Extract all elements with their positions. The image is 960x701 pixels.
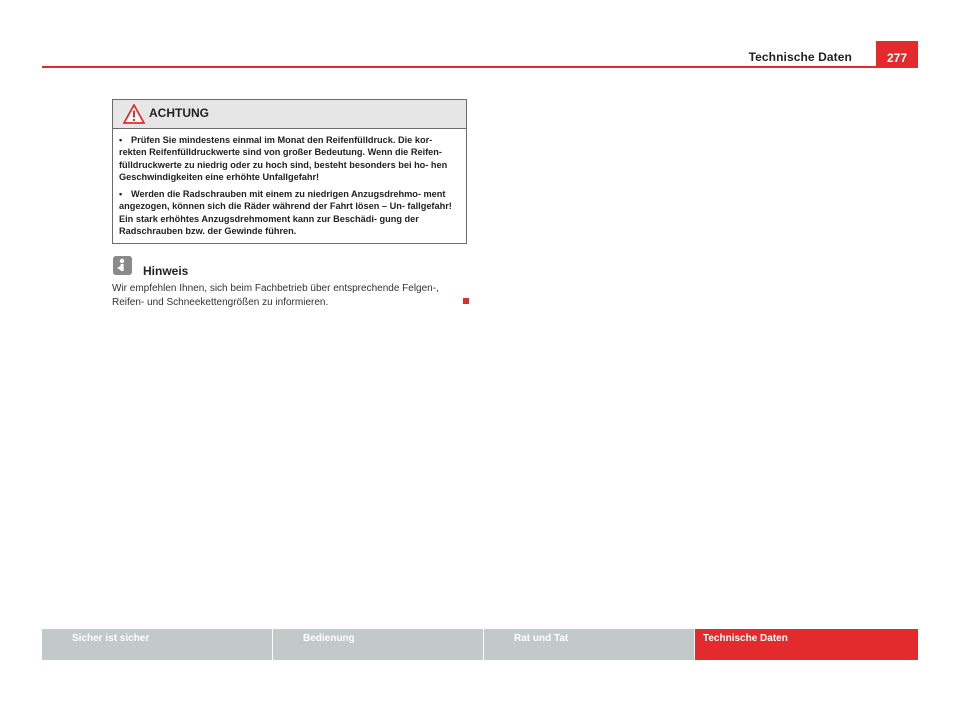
note-text: Wir empfehlen Ihnen, sich beim Fachbetrieb über entsprechende Felgen-, Reifen- und Schneekettengrößen zu informieren.	[112, 283, 439, 308]
footer-tab-rat-und-tat[interactable]: Rat und Tat	[484, 629, 694, 660]
header-rule	[42, 66, 918, 68]
warning-item-text: Prüfen Sie mindestens einmal im Monat den Reifenfülldruck. Die kor- rekten Reifenfülldruckwerte sind von großer Bedeutung. Wenn die Reifen- fülldruckwerte zu niedrig oder zu hoch sind, besteht besonders bei ho- hen Geschwindigkeiten eine erhöhte Unfallgefahr!	[119, 135, 448, 182]
warning-header	[113, 100, 466, 129]
warning-title: ACHTUNG	[149, 106, 209, 120]
bullet: •	[119, 189, 123, 200]
warning-item	[119, 188, 460, 237]
warning-body	[113, 129, 466, 237]
section-title: Technische Daten	[748, 50, 852, 64]
footer-nav	[42, 629, 918, 660]
warning-item	[119, 134, 460, 183]
footer-tab-bedienung[interactable]: Bedienung	[273, 629, 483, 660]
warning-box	[112, 99, 467, 244]
footer-tab-sicher-ist-sicher[interactable]: Sicher ist sicher	[42, 629, 272, 660]
end-marker	[463, 298, 469, 304]
warning-item-text: Werden die Radschrauben mit einem zu niedrigen Anzugsdrehmo- ment angezogen, können sich die Räder während der Fahrt lösen – Un- fallgefahr! Ein stark erhöhtes Anzugsdrehmoment kann zur Beschädi- gung der Radschrauben bzw. der Gewinde führen.	[119, 189, 452, 237]
warning-triangle-icon	[123, 104, 145, 124]
note-icon	[113, 256, 132, 275]
page-number: 277	[886, 51, 908, 65]
note-title: Hinweis	[143, 264, 189, 278]
page-number-tab	[876, 41, 918, 67]
footer-tab-technische-daten[interactable]: Technische Daten	[695, 629, 918, 660]
bullet: •	[119, 135, 123, 145]
